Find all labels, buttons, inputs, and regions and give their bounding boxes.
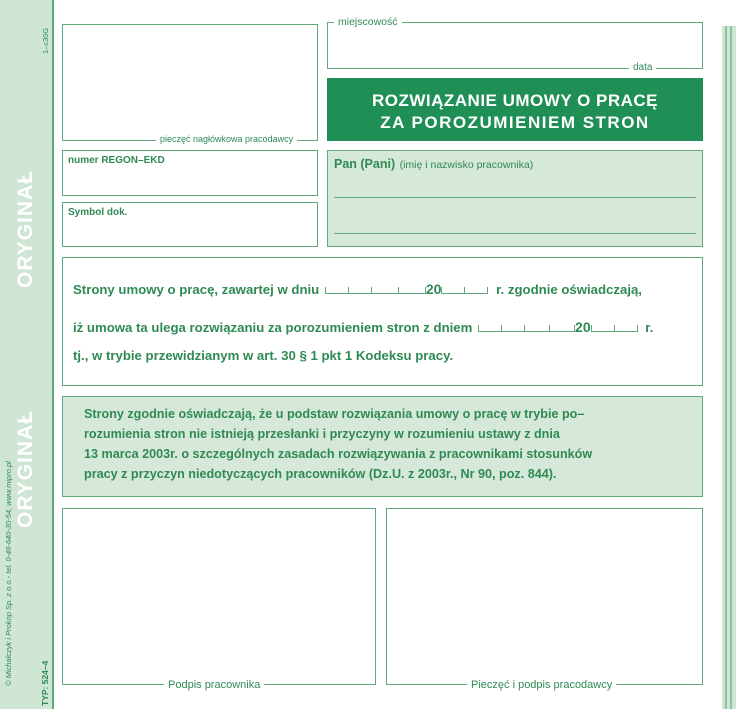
- agreement-line-3: tj., w trybie przewidzianym w art. 30 § 1 pkt 1 Kodeksu pracy.: [73, 348, 454, 363]
- employer-signature-label: Pieczęć i podpis pracodawcy: [467, 679, 616, 691]
- original-mark-2: ORYGINAŁ: [14, 169, 37, 288]
- date-label: data: [629, 62, 656, 73]
- declaration-line-3: 13 marca 2003r. o szczególnych zasadach rozwiązywania z pracownikami stosunków: [84, 447, 593, 461]
- declaration-line-4: pracy z przyczyn niedotyczących pracowników (Dz.U. z 2003r., Nr 90, poz. 844).: [84, 467, 557, 481]
- agreement-section: [62, 257, 703, 386]
- left-margin-line: [52, 0, 54, 709]
- year-prefix-1: 20: [425, 281, 442, 297]
- symbol-field[interactable]: [62, 202, 318, 247]
- contract-date-input[interactable]: [325, 282, 426, 297]
- employer-signature-box[interactable]: [386, 508, 703, 685]
- agreement-line-1-suffix: r. zgodnie oświadczają,: [496, 282, 642, 297]
- termination-year-input[interactable]: [591, 320, 638, 335]
- contract-year-input[interactable]: [441, 282, 488, 297]
- title-line-1: ROZWIĄZANIE UMOWY O PRACĘ: [371, 91, 659, 110]
- regon-label: numer REGON–EKD: [68, 155, 165, 166]
- regon-field[interactable]: [62, 150, 318, 196]
- employee-label-bold: Pan (Pani): [334, 157, 396, 171]
- employee-signature-box[interactable]: [62, 508, 376, 685]
- right-margin-strip: [722, 26, 736, 709]
- year-prefix-2: 20: [575, 319, 591, 335]
- agreement-line-2-prefix: iż umowa ta ulega rozwiązaniu za porozumieniem stron z dniem: [73, 320, 473, 335]
- publisher-info: © Michalczyk i Prokop Sp. z o.o.- tel. 0-48-640-30-54, www.mipro.pl: [4, 461, 13, 686]
- declaration-line-2: rozumienia stron nie istnieją przesłanki i przyczyny w rozumieniu ustawy z dnia: [84, 427, 560, 441]
- employee-name-line-2[interactable]: [334, 233, 696, 234]
- place-label: miejscowość: [334, 16, 402, 28]
- declaration-line-1: Strony zgodnie oświadczają, że u podstaw rozwiązania umowy o pracę w trybie po–: [84, 407, 585, 421]
- employer-stamp-box[interactable]: [62, 24, 318, 141]
- employee-name-field[interactable]: [327, 150, 703, 247]
- form-type: TYP: 524–4: [40, 660, 50, 706]
- employer-stamp-label: pieczęć nagłówkowa pracodawcy: [156, 134, 297, 144]
- title-line-2: ZA POROZUMIENIEM STRON: [380, 113, 650, 132]
- employee-label-hint: (imię i nazwisko pracownika): [399, 159, 534, 171]
- symbol-label: Symbol dok.: [68, 207, 128, 218]
- declaration-section: [62, 396, 703, 497]
- agreement-line-2-suffix: r.: [645, 320, 654, 335]
- employee-name-line-1[interactable]: [334, 197, 696, 198]
- agreement-line-1-prefix: Strony umowy o pracę, zawartej w dniu: [73, 282, 320, 297]
- title-banner: [327, 78, 703, 141]
- form-code: 1–c30G: [41, 27, 50, 54]
- original-mark-1: ORYGINAŁ: [14, 409, 37, 528]
- termination-date-input[interactable]: [478, 320, 575, 335]
- agreement-line-1: [73, 281, 642, 297]
- employee-signature-label: Podpis pracownika: [164, 679, 264, 691]
- agreement-line-2: [73, 319, 653, 335]
